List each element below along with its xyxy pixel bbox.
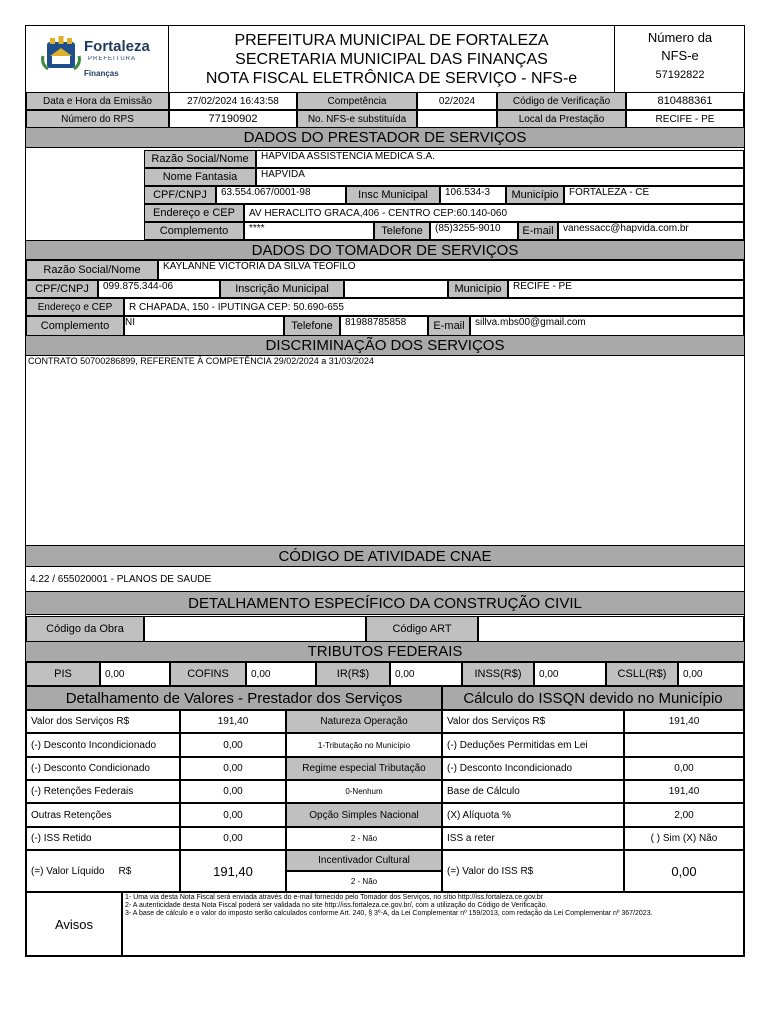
prestador-complemento-value: **** (244, 222, 374, 240)
prestador-insc-value: 106.534-3 (440, 186, 506, 204)
valores-value-6: 0,00 (180, 827, 286, 850)
valores-label-6: (-) ISS Retido (26, 827, 180, 850)
prestador-fantasia-label: Nome Fantasia (144, 168, 256, 186)
valor-iss-label: (=) Valor do ISS R$ (442, 850, 624, 892)
competencia-value: 02/2024 (417, 92, 497, 110)
operacao-label-3: Regime especial Tributação (286, 757, 442, 780)
prestador-endereco-value: AV HERACLITO GRACA,406 - CENTRO CEP:60.140-060 (244, 204, 744, 222)
logo-dept: Finanças (84, 69, 119, 78)
issqn-value-5: 2,00 (624, 803, 744, 827)
codigo-art-value (478, 616, 744, 642)
valores-title-left: Detalhamento de Valores - Prestador dos Serviços (26, 686, 442, 710)
tomador-municipio-label: Município (448, 280, 508, 298)
rps-value: 77190902 (169, 110, 297, 128)
local-prestacao-label: Local da Prestação (497, 110, 626, 128)
tomador-endereco-label: Endereço e CEP (26, 298, 124, 316)
prestador-endereco-label: Endereço e CEP (144, 204, 244, 222)
logo (26, 26, 169, 92)
aviso-line-1: 1- Uma via desta Nota Fiscal será enviada através do e-mail fornecido pelo Tomador dos Serviços, no sítio http://iss.fortaleza.ce.gov.br (125, 894, 543, 901)
valores-value-2: 0,00 (180, 733, 286, 757)
issqn-label-1: Valor dos Serviços R$ (442, 710, 624, 733)
tomador-complemento-label: Complemento (26, 316, 124, 336)
prestador-email-label: E-mail (518, 222, 558, 240)
incentivador-value: 2 - Não (286, 871, 442, 892)
issqn-value-1: 191,40 (624, 710, 744, 733)
prestador-section-title: DADOS DO PRESTADOR DE SERVIÇOS (26, 128, 744, 148)
issqn-label-4: Base de Cálculo (442, 780, 624, 803)
prestador-telefone-label: Telefone (374, 222, 430, 240)
tomador-insc-value (344, 280, 448, 298)
operacao-label-1: Natureza Operação (286, 710, 442, 733)
cnae-section-title: CÓDIGO DE ATIVIDADE CNAE (26, 545, 744, 567)
tomador-telefone-label: Telefone (284, 316, 340, 336)
nfse-document (25, 25, 745, 957)
incentivador-label: Incentivador Cultural (286, 850, 442, 871)
nfse-label-1: Número da (647, 30, 713, 45)
valores-value-4: 0,00 (180, 780, 286, 803)
aviso-line-2: 2- A autenticidade desta Nota Fiscal poderá ser validada no site http://iss.fortaleza.ce.gov.br/, com a utilização do Código de Verificação. (125, 902, 548, 909)
tomador-razao-label: Razão Social/Nome (26, 260, 158, 280)
csll-value: 0,00 (678, 662, 744, 686)
discriminacao-text: CONTRATO 50700286899, REFERENTE À COMPETÊNCIA 29/02/2024 a 31/03/2024 (28, 356, 374, 366)
prestador-fantasia-value: HAPVIDA (256, 168, 744, 186)
tomador-telefone-value: 81988785858 (340, 316, 428, 336)
inss-label: INSS(R$) (462, 662, 534, 686)
tomador-complemento-value: NI (124, 316, 284, 336)
pis-label: PIS (26, 662, 100, 686)
tomador-razao-value: KAYLANNE VICTORIA DA SILVA TEOFILO (158, 260, 744, 280)
prestador-email-value: vanessacc@hapvida.com.br (558, 222, 744, 240)
issqn-label-5: (X) Alíquota % (442, 803, 624, 827)
prestador-cpf-value: 63.554.067/0001-98 (216, 186, 346, 204)
rps-label: Número do RPS (26, 110, 169, 128)
cofins-label: COFINS (170, 662, 246, 686)
substituida-value (417, 110, 497, 128)
valores-value-1: 191,40 (180, 710, 286, 733)
cnae-value: 4.22 / 655020001 - PLANOS DE SAUDE (30, 573, 212, 585)
operacao-value-4: 0-Nenhum (286, 780, 442, 803)
valores-label-1: Valor dos Serviços R$ (26, 710, 180, 733)
valor-iss-value: 0,00 (624, 850, 744, 892)
codigo-obra-value (144, 616, 366, 642)
prestador-municipio-value: FORTALEZA - CE (564, 186, 744, 204)
valor-liquido-text: (=) Valor Líquido (31, 865, 105, 877)
operacao-value-2: 1-Tributação no Município (286, 733, 442, 757)
local-prestacao-value: RECIFE - PE (626, 110, 744, 128)
prestador-razao-label: Razão Social/Nome (144, 150, 256, 168)
header-line-2: SECRETARIA MUNICIPAL DAS FINANÇAS (235, 51, 548, 68)
nfse-label-2: NFS-e (661, 48, 699, 63)
tributos-section-title: TRIBUTOS FEDERAIS (26, 642, 744, 662)
csll-label: CSLL(R$) (606, 662, 678, 686)
prestador-municipio-label: Município (506, 186, 564, 204)
logo-city: Fortaleza (84, 38, 150, 55)
issqn-value-4: 191,40 (624, 780, 744, 803)
operacao-value-6: 2 - Não (286, 827, 442, 850)
pis-value: 0,00 (100, 662, 170, 686)
tomador-endereco-value: R CHAPADA, 150 - IPUTINGA CEP: 50.690-655 (124, 298, 744, 316)
issqn-value-6: ( ) Sim (X) Não (624, 827, 744, 850)
header-line-3: NOTA FISCAL ELETRÔNICA DE SERVIÇO - NFS-e (205, 70, 578, 87)
prestador-telefone-value: (85)3255-9010 (430, 222, 518, 240)
valor-liquido-value: 191,40 (180, 850, 286, 892)
substituida-label: No. NFS-e substituída (297, 110, 417, 128)
tomador-email-label: E-mail (428, 316, 470, 336)
valores-label-5: Outras Retenções (26, 803, 180, 827)
valor-liquido-label (26, 850, 180, 892)
valor-liquido-currency: R$ (118, 865, 132, 877)
codigo-verificacao-label: Código de Verificação (497, 92, 626, 110)
fortaleza-crest-icon (40, 36, 82, 72)
header-line-1: PREFEITURA MUNICIPAL DE FORTALEZA (234, 32, 549, 49)
issqn-value-2 (624, 733, 744, 757)
nfse-number-box (614, 26, 744, 92)
tomador-municipio-value: RECIFE - PE (508, 280, 744, 298)
codigo-verificacao-value: 810488361 (626, 92, 744, 110)
logo-sub: PREFEITURA (88, 56, 137, 62)
codigo-obra-label: Código da Obra (26, 616, 144, 642)
tomador-email-value: sillva.mbs00@gmail.com (470, 316, 744, 336)
prestador-razao-value: HAPVIDA ASSISTENCIA MEDICA S.A. (256, 150, 744, 168)
discriminacao-section-title: DISCRIMINAÇÃO DOS SERVIÇOS (26, 336, 744, 356)
tomador-insc-label: Inscrição Municipal (220, 280, 344, 298)
emission-date-label: Data e Hora da Emissão (26, 92, 169, 110)
issqn-label-3: (-) Desconto Incondicionado (442, 757, 624, 780)
cofins-value: 0,00 (246, 662, 316, 686)
aviso-line-3: 3- A base de cálculo e o valor do imposto serão calculados conforme Art. 240, § 3º-A, da Lei Complementar nº 159/2013, com redação da Lei Complementar nº 367/2023. (125, 910, 653, 917)
construcao-section-title: DETALHAMENTO ESPECÍFICO DA CONSTRUÇÃO CIVIL (26, 591, 744, 615)
ir-value: 0,00 (390, 662, 462, 686)
valores-label-2: (-) Desconto Incondicionado (26, 733, 180, 757)
issqn-value-3: 0,00 (624, 757, 744, 780)
valores-label-3: (-) Desconto Condicionado (26, 757, 180, 780)
codigo-art-label: Código ART (366, 616, 478, 642)
prestador-insc-label: Insc Municipal (346, 186, 440, 204)
valores-title-right: Cálculo do ISSQN devido no Município (442, 686, 744, 710)
competencia-label: Competência (297, 92, 417, 110)
tomador-cpf-label: CPF/CNPJ (26, 280, 98, 298)
nfse-number: 57192822 (655, 69, 705, 81)
inss-value: 0,00 (534, 662, 606, 686)
valores-value-3: 0,00 (180, 757, 286, 780)
tomador-section-title: DADOS DO TOMADOR DE SERVIÇOS (26, 240, 744, 260)
avisos-label: Avisos (26, 892, 122, 956)
valores-label-4: (-) Retenções Federais (26, 780, 180, 803)
operacao-label-5: Opção Simples Nacional (286, 803, 442, 827)
ir-label: IR(R$) (316, 662, 390, 686)
issqn-label-2: (-) Deduções Permitidas em Lei (442, 733, 624, 757)
issqn-label-6: ISS a reter (442, 827, 624, 850)
avisos-box (122, 892, 744, 956)
tomador-cpf-value: 099.875.344-06 (98, 280, 220, 298)
valores-value-5: 0,00 (180, 803, 286, 827)
prestador-complemento-label: Complemento (144, 222, 244, 240)
prestador-cpf-label: CPF/CNPJ (144, 186, 216, 204)
emission-date-value: 27/02/2024 16:43:58 (169, 92, 297, 110)
